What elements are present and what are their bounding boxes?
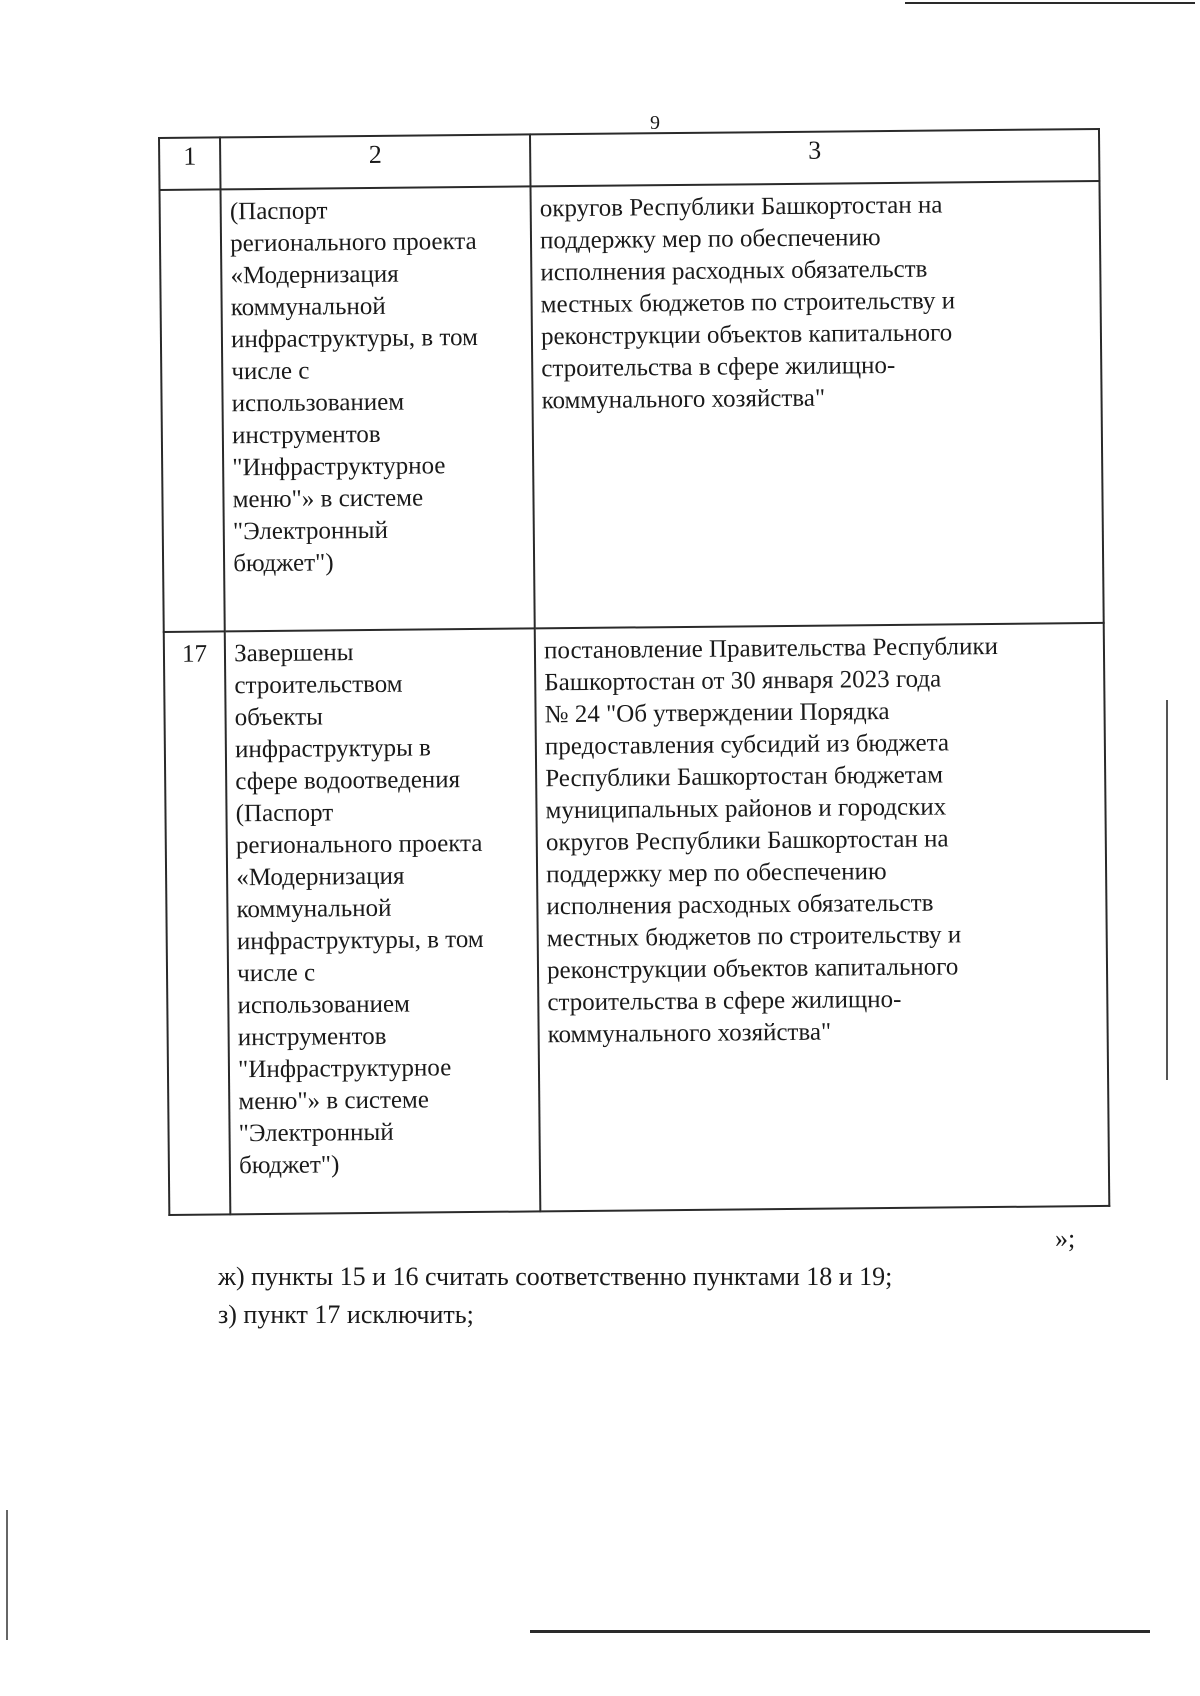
scan-edge-bottom (530, 1630, 1150, 1633)
amendment-item: ж) пункты 15 и 16 считать соответственно пунктами 18 и 19; (218, 1262, 893, 1291)
table-row (164, 623, 1110, 1215)
scan-edge-top (905, 2, 1195, 4)
document-table (158, 128, 1110, 1216)
page-number: 9 (650, 112, 660, 134)
row-description: (Паспорт регионального проекта «Модернизация коммунальной инфраструктуры, в том числе с использованием инструментов "Инфраструктурное меню"» в системе "Электронный бюджет") (221, 186, 535, 631)
table-row (160, 181, 1104, 632)
table-header-row (159, 129, 1099, 190)
header-col-2: 2 (220, 134, 530, 189)
closing-quote: »; (1055, 1224, 1076, 1253)
scan-edge-left (6, 1510, 8, 1640)
header-col-1: 1 (159, 137, 221, 190)
header-col-3: 3 (530, 129, 1099, 186)
row-number: 17 (164, 631, 231, 1215)
row-number (160, 189, 225, 632)
row-source: округов Республики Башкортостан на поддержку мер по обеспечению исполнения расходных обязательств местных бюджетов по строительству и реконструкции объектов капитального строительства в сфере жилищно- коммунального хозяйства" (531, 181, 1104, 628)
row-description: Завершены строительством объекты инфраструктуры в сфере водоотведения (Паспорт регионального проекта «Модернизация коммунальной инфраструктуры, в том числе с использованием инструментов "Инфраструктурное меню"» в системе "Электронный бюджет") (225, 628, 541, 1214)
row-source: постановление Правительства Республики Башкортостан от 30 января 2023 года № 24 "Об утверждении Порядка предоставления субсидий из бюджета Республики Башкортостан бюджетам муниципальных районов и городских округов Республики Башкортостан на поддержку мер по обеспечению исполнения расходных обязательств местных бюджетов по строительству и реконструкции объектов капитального строительства в сфере жилищно- коммунального хозяйства" (535, 623, 1109, 1211)
scan-edge-right (1166, 700, 1168, 1080)
amendment-item: з) пункт 17 исключить; (218, 1300, 474, 1329)
